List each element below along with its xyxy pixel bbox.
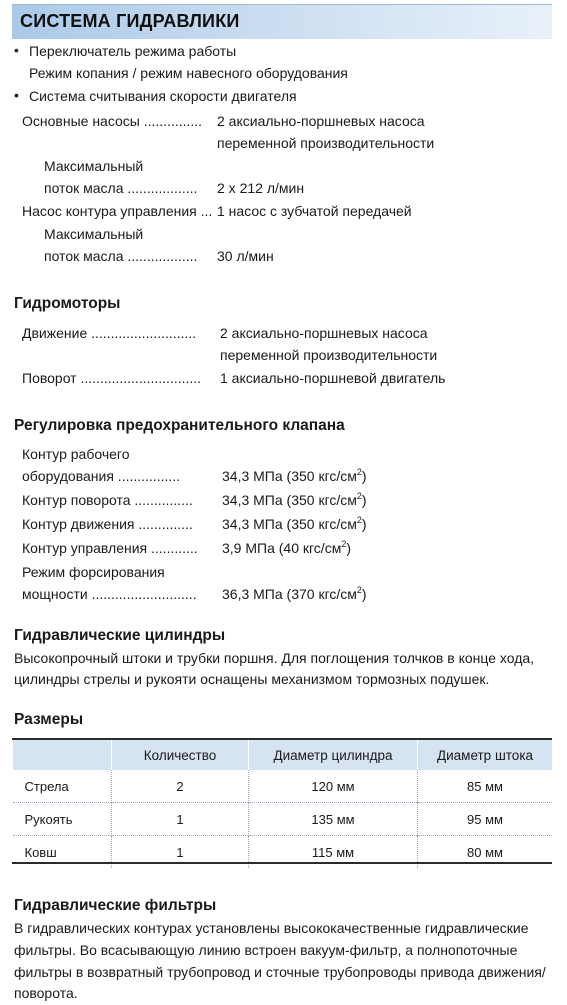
work-circuit-label: Контур рабочего: [22, 446, 130, 462]
table-cell: Рукоять: [13, 803, 112, 836]
table-cell: 85 мм: [418, 770, 553, 803]
cylinders-text: Высокопрочный штоки и трубки поршня. Для поглощения толчков в конце хода,: [14, 650, 535, 666]
table-cell: Ковш: [13, 836, 112, 869]
travel-circuit-value: 34,3 МПа (350 кгс/$см^2$): [222, 515, 367, 532]
bullet-text: Система считывания скорости двигателя: [29, 88, 297, 104]
filters-heading: Гидравлические фильтры: [14, 897, 217, 914]
header-cell: [13, 740, 112, 770]
section-header: [12, 4, 552, 39]
control-pump-value: 1 насос с зубчатой передачей: [217, 203, 412, 219]
table-row: [13, 770, 553, 803]
table-bottom-rule: [12, 862, 552, 864]
work-circuit-label-cont: оборудования ................: [22, 468, 181, 484]
header-cell: Количество: [112, 740, 249, 770]
cylinders-text-cont: цилиндры стрелы и рукояти оснащены механизмом тормозных подушек.: [14, 671, 490, 687]
travel-motor-value: 2 аксиально-поршневых насоса: [220, 325, 428, 341]
table-cell: 2: [112, 770, 249, 803]
filters-text-cont: фильтры в возвратный трубопровод и сточные трубопроводы привода движения/: [14, 964, 546, 980]
bullet-icon: •: [14, 42, 19, 58]
control-pump-label: Насос контура управления ...: [22, 203, 213, 219]
bullet-icon: •: [14, 87, 19, 103]
pilot-flow-label-cont: поток масла ..................: [44, 248, 198, 264]
swing-circuit-label: Контур поворота ...............: [22, 492, 193, 508]
table-cell: 80 мм: [418, 836, 553, 869]
max-flow-label: Максимальный: [44, 158, 144, 174]
header-cell: Диаметр штока: [418, 740, 553, 770]
motors-heading: Гидромоторы: [14, 295, 121, 312]
pilot-flow-label: Максимальный: [44, 226, 144, 242]
dimensions-heading: Размеры: [14, 711, 84, 728]
bullet-text-cont: Режим копания / режим навесного оборудования: [29, 65, 348, 81]
relief-heading: Регулировка предохранительного клапана: [14, 417, 345, 434]
table-cell: Стрела: [24, 778, 69, 794]
work-circuit-value: 34,3 МПа (350 кгс/$см^2$): [222, 467, 367, 484]
dimensions-table: [12, 740, 552, 868]
max-flow-label-cont: поток масла ..................: [44, 180, 198, 196]
boost-value: 36,3 МПа (370 кгс/$см^2$): [222, 585, 367, 602]
boost-label: Режим форсирования: [22, 564, 165, 580]
main-pumps-value-cont: переменной производительности: [217, 135, 435, 151]
table-row: [13, 803, 553, 836]
swing-motor-value: 1 аксиально-поршневой двигатель: [220, 370, 446, 386]
pilot-circuit-label: Контур управления ............: [22, 540, 198, 556]
table-header-row: [13, 740, 553, 770]
cylinders-heading: Гидравлические цилиндры: [14, 627, 226, 644]
max-flow-value: 2 x 212 л/мин: [217, 180, 305, 196]
travel-motor-value-cont: переменной производительности: [220, 347, 438, 363]
filters-text-cont: фильтры. Во всасывающую линию встроен вакуум-фильтр, а полнопоточные: [14, 942, 518, 958]
table-cell: 115 мм: [249, 836, 418, 869]
main-pumps-label: Основные насосы ...............: [22, 113, 203, 129]
table-cell: 1: [112, 803, 249, 836]
table-cell: 135 мм: [249, 803, 418, 836]
swing-circuit-value: 34,3 МПа (350 кгс/$см^2$): [222, 491, 367, 508]
header-cell: Диаметр цилиндра: [249, 740, 418, 770]
main-pumps-value: 2 аксиально-поршневых насоса: [217, 113, 425, 129]
swing-motor-label: Поворот ...............................: [22, 370, 202, 386]
boost-label-cont: мощности ...........................: [22, 586, 197, 602]
filters-text: В гидравлических контурах установлены высококачественные гидравлические: [14, 920, 529, 936]
table-cell: 120 мм: [249, 770, 418, 803]
table-cell: 1: [112, 836, 249, 869]
travel-circuit-label: Контур движения ..............: [22, 516, 193, 532]
pilot-circuit-value: 3,9 МПа (40 кгс/$см^2$): [222, 539, 352, 556]
filters-text-cont: поворота.: [14, 985, 78, 1001]
pilot-flow-value: 30 л/мин: [217, 248, 274, 264]
bullet-text: Переключатель режима работы: [29, 43, 237, 59]
table-cell: 95 мм: [418, 803, 553, 836]
travel-motor-label: Движение ...........................: [22, 325, 197, 341]
section-title: СИСТЕМА ГИДРАВЛИКИ: [20, 11, 240, 31]
